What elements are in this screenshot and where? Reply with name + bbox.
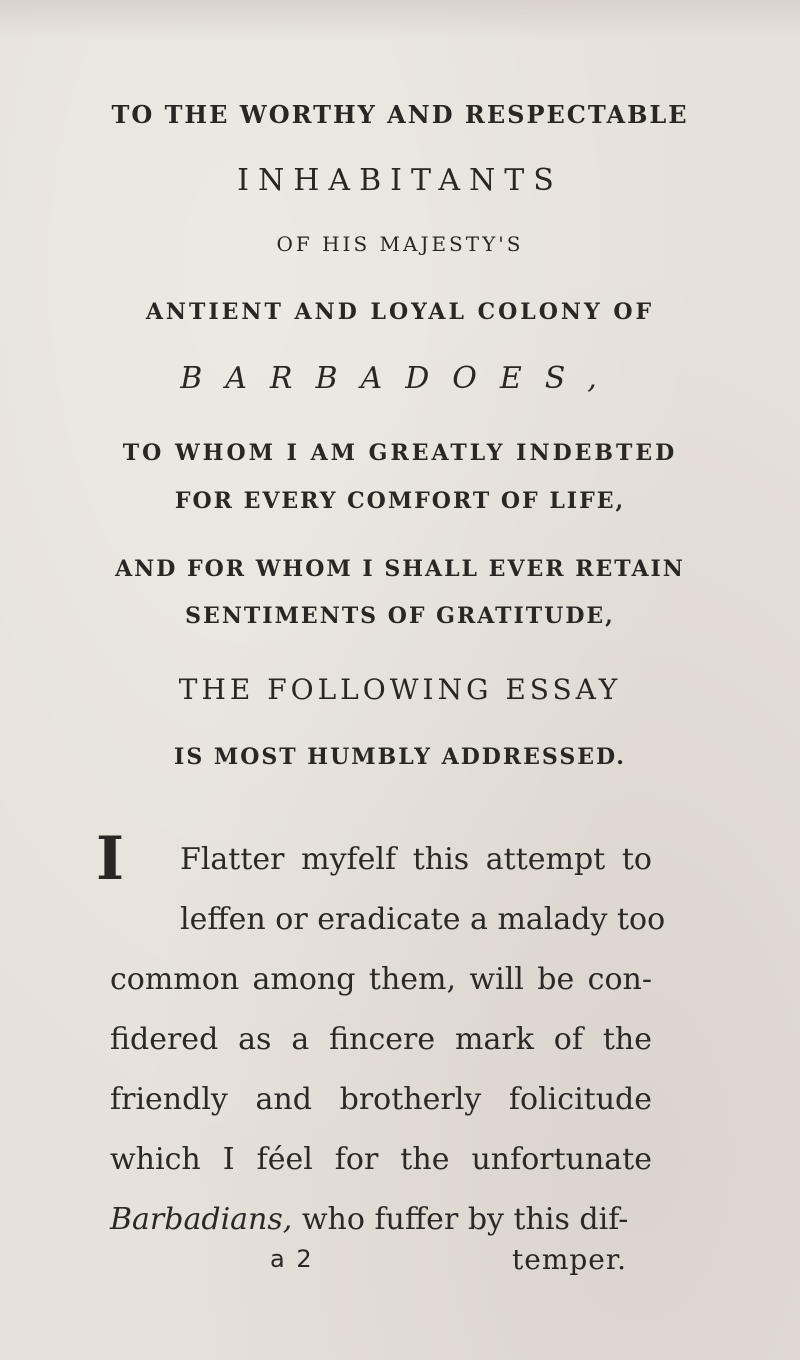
- dedication-line-5: BARBADOES,: [180, 361, 620, 396]
- dedication-line-4: ANTIENT AND LOYAL COLONY OF: [145, 299, 655, 325]
- body-line-7: [110, 1190, 652, 1250]
- body-line-1: Flatter myfelf this attempt to: [180, 842, 652, 877]
- body-line-3: common among them, will be con-: [110, 962, 652, 997]
- dedication-line-6: TO WHOM I AM GREATLY INDEBTED: [122, 440, 678, 466]
- body-line-6: which I féel for the unfortunate: [110, 1142, 652, 1177]
- body-line-4: fidered as a fincere mark of the: [110, 1022, 652, 1057]
- signature-mark: a 2: [270, 1245, 314, 1273]
- dedication-line-9: SENTIMENTS OF GRATITUDE,: [185, 603, 615, 629]
- dedication-line-10: THE FOLLOWING ESSAY: [178, 673, 622, 706]
- dedication-line-11: IS MOST HUMBLY ADDRESSED.: [174, 744, 626, 770]
- dedication-line-1: TO THE WORTHY AND RESPECTABLE: [111, 100, 689, 129]
- body-line-7-italic: Barbadians,: [110, 1202, 293, 1237]
- body-line-5: friendly and brotherly folicitude: [110, 1082, 652, 1117]
- body-line-2: leffen or eradicate a malady too: [180, 902, 666, 937]
- dedication-line-2: INHABITANTS: [237, 163, 563, 198]
- catchword: temper.: [512, 1243, 628, 1276]
- page-top-shadow: [0, 0, 800, 40]
- drop-cap: I: [96, 824, 125, 894]
- dedication-line-3: OF HIS MAJESTY'S: [276, 232, 524, 256]
- dedication-line-7: FOR EVERY COMFORT OF LIFE,: [174, 488, 626, 514]
- dedication-line-8: AND FOR WHOM I SHALL EVER RETAIN: [115, 556, 685, 582]
- body-line-7-rest: who fuffer by this dif-: [292, 1202, 629, 1237]
